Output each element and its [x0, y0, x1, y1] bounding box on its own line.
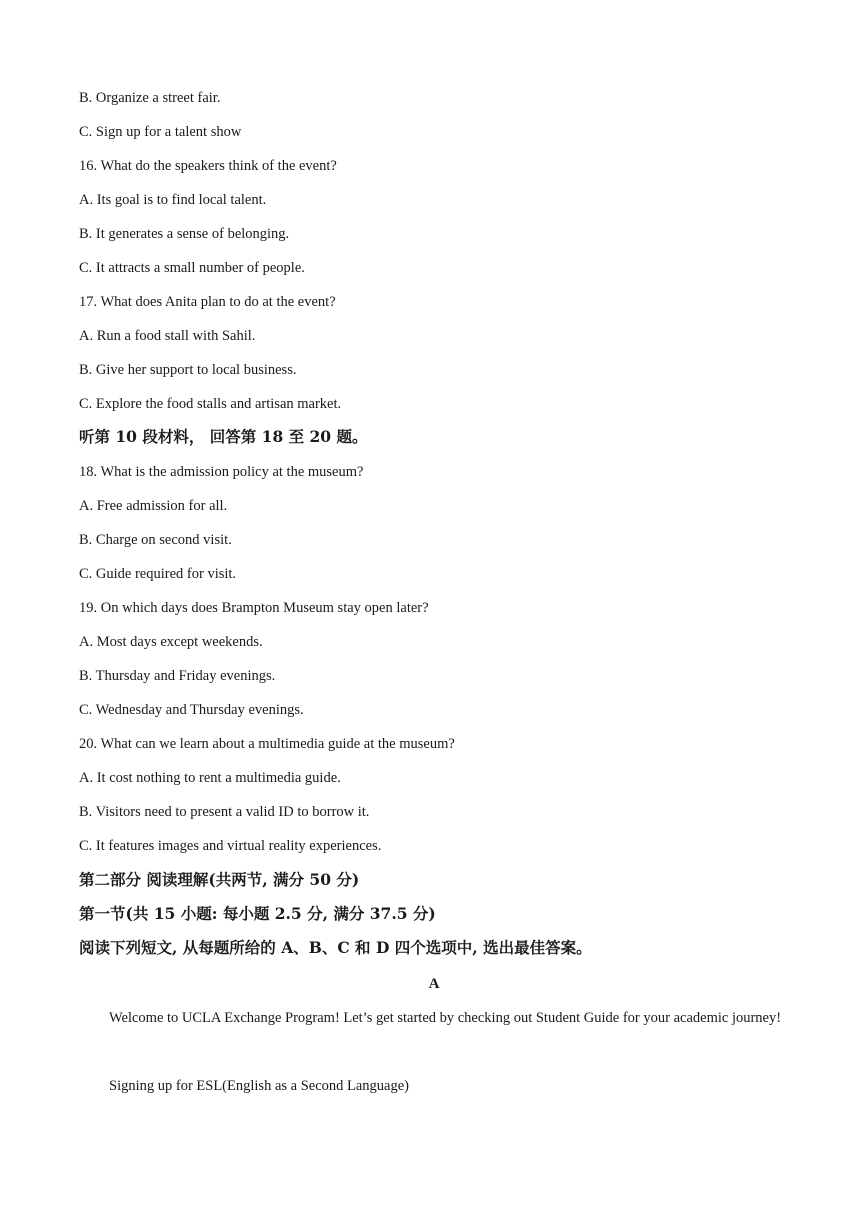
option-16c: C. It attracts a small number of people.	[79, 260, 305, 276]
option-18c: C. Guide required for visit.	[79, 566, 237, 582]
question-18: 18. What is the admission policy at the museum?	[79, 464, 364, 480]
option-20c: C. It features images and virtual reality experiences.	[79, 838, 382, 854]
option-19b: B. Thursday and Friday evenings.	[79, 668, 276, 684]
part-two-heading: 第二部分 阅读理解(共两节, 满分 50 分)	[79, 870, 360, 889]
passage-intro-paragraph: Welcome to UCLA Exchange Program! Let’s get started by checking out Student Guide for your academic journey!	[109, 1010, 782, 1026]
question-19: 19. On which days does Brampton Museum stay open later?	[79, 600, 429, 616]
passage-subheading: Signing up for ESL(English as a Second Language)	[109, 1078, 410, 1094]
option-18b: B. Charge on second visit.	[79, 532, 232, 548]
option-18a: A. Free admission for all.	[79, 498, 228, 514]
option-17c: C. Explore the food stalls and artisan market.	[79, 396, 342, 412]
option-17a: A. Run a food stall with Sahil.	[79, 328, 256, 344]
option-16b: B. It generates a sense of belonging.	[79, 226, 290, 242]
passage-letter: A	[428, 976, 440, 992]
section-one-heading: 第一节(共 15 小题: 每小题 2.5 分, 满分 37.5 分)	[79, 904, 436, 923]
option-15c: C. Sign up for a talent show	[79, 124, 242, 140]
option-19c: C. Wednesday and Thursday evenings.	[79, 702, 304, 718]
option-17b: B. Give her support to local business.	[79, 362, 297, 378]
option-15b: B. Organize a street fair.	[79, 90, 221, 106]
question-17: 17. What does Anita plan to do at the event?	[79, 294, 336, 310]
option-16a: A. Its goal is to find local talent.	[79, 192, 267, 208]
question-20: 20. What can we learn about a multimedia guide at the museum?	[79, 736, 455, 752]
question-16: 16. What do the speakers think of the event?	[79, 158, 337, 174]
option-20b: B. Visitors need to present a valid ID to borrow it.	[79, 804, 370, 820]
option-19a: A. Most days except weekends.	[79, 634, 263, 650]
reading-instruction: 阅读下列短文, 从每题所给的 A、B、C 和 D 四个选项中, 选出最佳答案。	[79, 938, 592, 957]
option-20a: A. It cost nothing to rent a multimedia guide.	[79, 770, 341, 786]
listening-instruction: 听第 10 段材料， 回答第 18 至 20 题。	[79, 427, 368, 446]
